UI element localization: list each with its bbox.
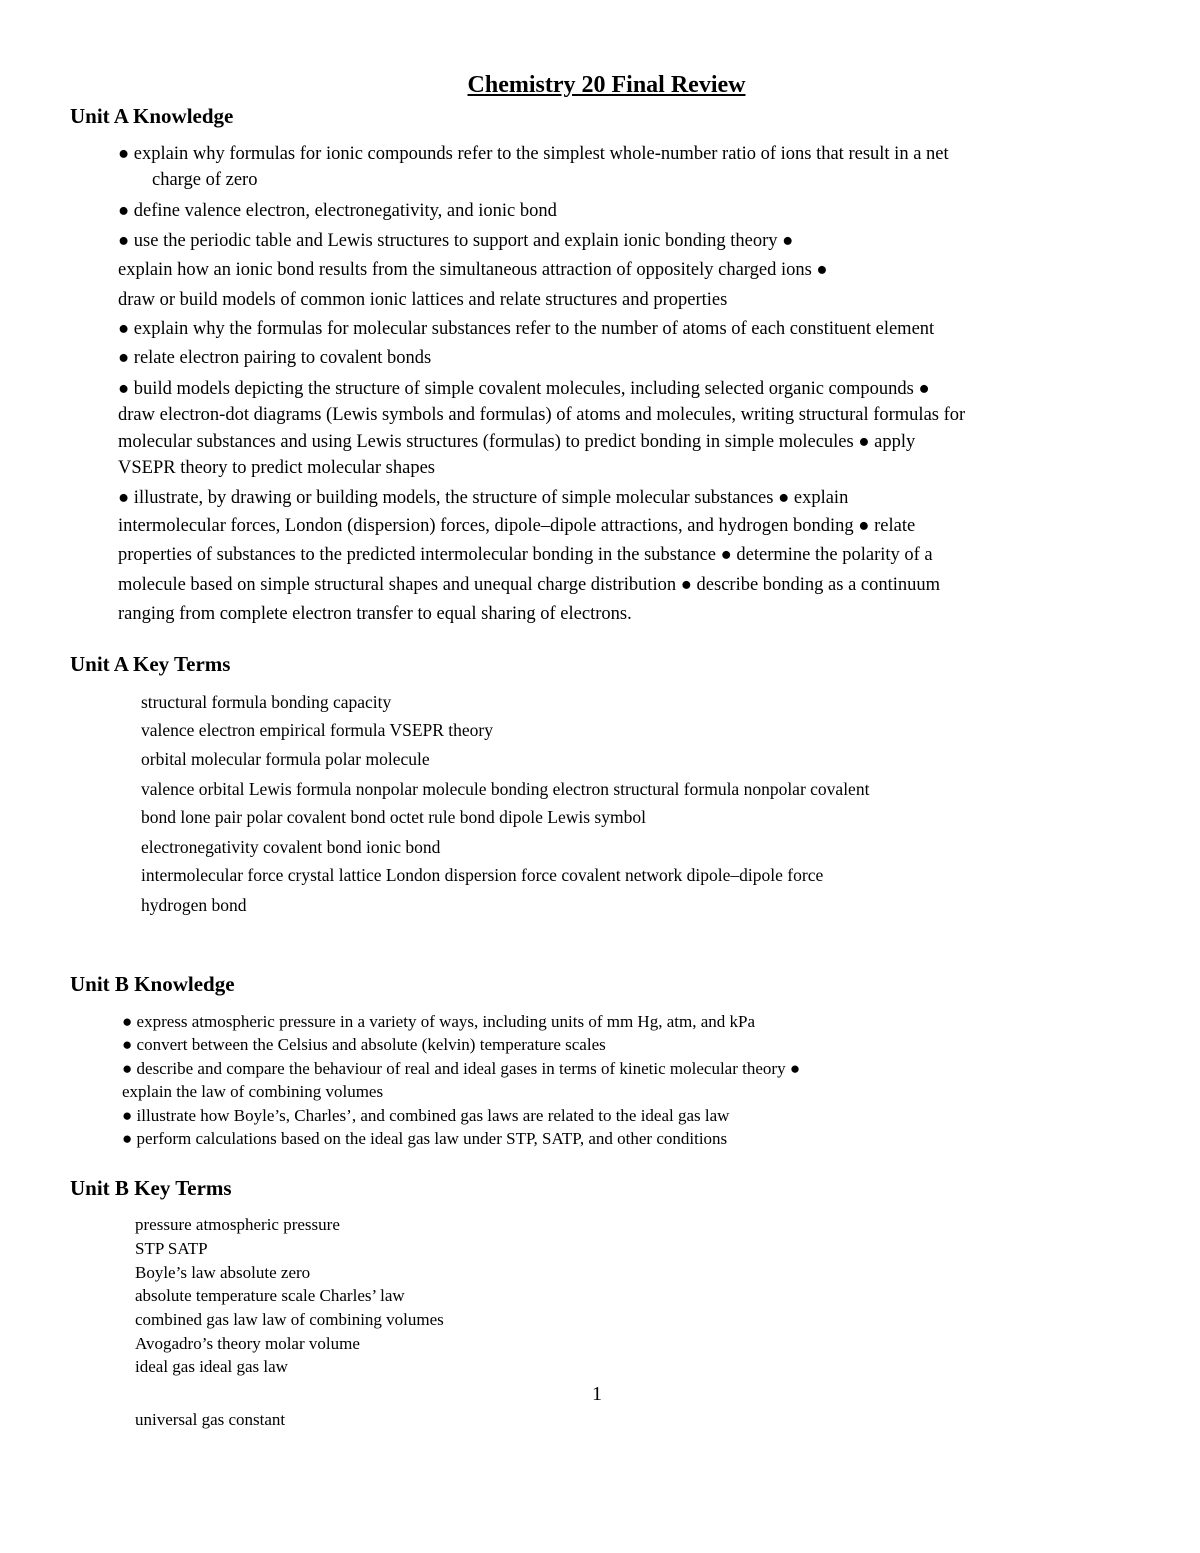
knowledge-line: ● explain why the formulas for molecular substances refer to the number of atoms of each constituent element bbox=[118, 319, 935, 339]
unit-a-knowledge-heading: Unit A Knowledge bbox=[70, 104, 234, 128]
knowledge-line: ● perform calculations based on the ideal gas law under STP, SATP, and other conditions bbox=[122, 1129, 728, 1148]
knowledge-line: explain the law of combining volumes bbox=[122, 1082, 384, 1101]
key-term-line: electronegativity covalent bond ionic bond bbox=[141, 837, 441, 857]
knowledge-line: molecular substances and using Lewis structures (formulas) to predict bonding in simple molecules ● apply bbox=[118, 432, 916, 452]
page-title: Chemistry 20 Final Review bbox=[467, 72, 746, 98]
unit-a-key-terms-heading: Unit A Key Terms bbox=[70, 652, 231, 676]
knowledge-line: ● use the periodic table and Lewis structures to support and explain ionic bonding theory ● bbox=[118, 231, 794, 251]
knowledge-line: ● define valence electron, electronegativity, and ionic bond bbox=[118, 201, 557, 221]
knowledge-line: properties of substances to the predicted intermolecular bonding in the substance ● determine the polarity of a bbox=[118, 545, 933, 565]
knowledge-line: ranging from complete electron transfer to equal sharing of electrons. bbox=[118, 604, 632, 624]
knowledge-line: ● describe and compare the behaviour of real and ideal gases in terms of kinetic molecular theory ● bbox=[122, 1059, 801, 1078]
knowledge-line: molecule based on simple structural shapes and unequal charge distribution ● describe bonding as a continuum bbox=[118, 575, 941, 595]
unit-b-knowledge-heading: Unit B Knowledge bbox=[70, 972, 235, 996]
key-term-line: intermolecular force crystal lattice London dispersion force covalent network dipole–dipole force bbox=[141, 865, 824, 885]
knowledge-line: draw electron-dot diagrams (Lewis symbols and formulas) of atoms and molecules, writing structural formulas for bbox=[118, 405, 966, 425]
key-term-line: structural formula bonding capacity bbox=[141, 692, 392, 712]
knowledge-line: draw or build models of common ionic lattices and relate structures and properties bbox=[118, 290, 728, 310]
knowledge-line: intermolecular forces, London (dispersion) forces, dipole–dipole attractions, and hydrogen bonding ● relate bbox=[118, 516, 916, 536]
key-term-line: Boyle’s law absolute zero bbox=[135, 1263, 311, 1282]
knowledge-line: ● illustrate, by drawing or building models, the structure of simple molecular substances ● explain bbox=[118, 488, 849, 508]
knowledge-line: ● relate electron pairing to covalent bonds bbox=[118, 348, 432, 368]
knowledge-line: ● build models depicting the structure of simple covalent molecules, including selected organic compounds ● bbox=[118, 379, 930, 399]
key-term-line: STP SATP bbox=[135, 1239, 208, 1258]
key-term-line: Avogadro’s theory molar volume bbox=[135, 1334, 360, 1353]
unit-b-key-terms-heading: Unit B Key Terms bbox=[70, 1176, 232, 1200]
knowledge-line: charge of zero bbox=[152, 170, 258, 190]
key-term-line: pressure atmospheric pressure bbox=[135, 1215, 340, 1234]
knowledge-line: ● explain why formulas for ionic compounds refer to the simplest whole-number ratio of ions that result in a net bbox=[118, 144, 949, 164]
key-term-line: combined gas law law of combining volumes bbox=[135, 1310, 444, 1329]
page-number: 1 bbox=[592, 1383, 602, 1405]
knowledge-line: ● illustrate how Boyle’s, Charles’, and combined gas laws are related to the ideal gas law bbox=[122, 1106, 730, 1125]
key-term-line: valence electron empirical formula VSEPR theory bbox=[141, 720, 493, 740]
key-term-line: hydrogen bond bbox=[141, 895, 247, 915]
knowledge-line: VSEPR theory to predict molecular shapes bbox=[118, 458, 436, 478]
key-term-line: ideal gas ideal gas law bbox=[135, 1357, 288, 1376]
key-term-line: absolute temperature scale Charles’ law bbox=[135, 1286, 405, 1305]
key-term-line: valence orbital Lewis formula nonpolar molecule bonding electron structural formula nonpolar covalent bbox=[141, 779, 870, 799]
knowledge-line: ● convert between the Celsius and absolute (kelvin) temperature scales bbox=[122, 1035, 606, 1054]
knowledge-line: ● express atmospheric pressure in a variety of ways, including units of mm Hg, atm, and kPa bbox=[122, 1012, 755, 1031]
key-term-line: universal gas constant bbox=[135, 1410, 286, 1429]
key-term-line: bond lone pair polar covalent bond octet rule bond dipole Lewis symbol bbox=[141, 807, 646, 827]
knowledge-line: explain how an ionic bond results from the simultaneous attraction of oppositely charged ions ● bbox=[118, 260, 828, 280]
key-term-line: orbital molecular formula polar molecule bbox=[141, 749, 430, 769]
